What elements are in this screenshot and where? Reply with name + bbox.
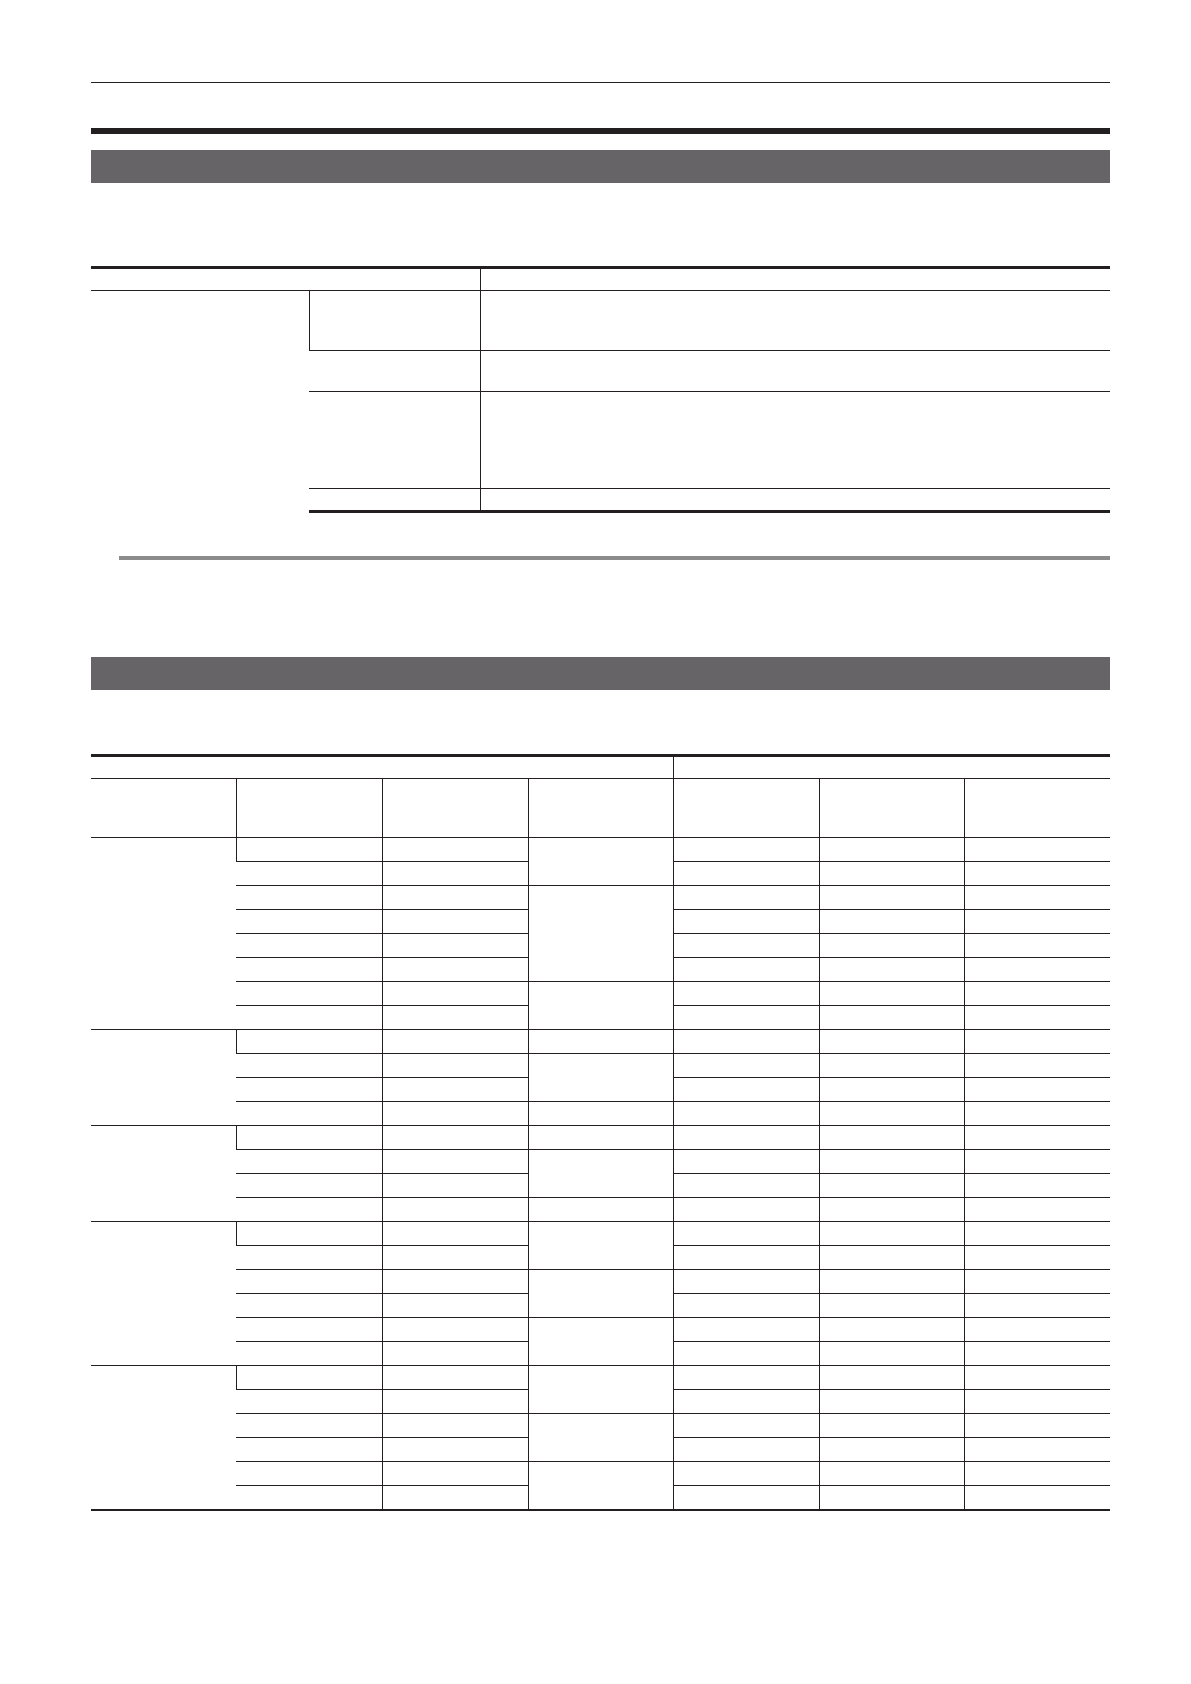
table-cell [673,1150,819,1174]
table-cell [236,982,382,1006]
table-cell [819,1054,964,1078]
table-row [91,1102,1110,1126]
table-cell [382,1366,528,1390]
table-cell [673,1414,819,1438]
table-cell [382,1198,528,1222]
format-table [91,754,1110,1511]
table-cell [528,1462,673,1511]
table-cell [528,982,673,1030]
table-cell [819,1270,964,1294]
table-row [91,1126,1110,1150]
table-cell [819,1462,964,1486]
format-table-column-header [528,779,673,838]
format-table-group-label [91,1222,236,1366]
table-cell [528,1270,673,1318]
settings-table-description [480,351,1110,392]
table-cell [819,934,964,958]
table-cell [819,1078,964,1102]
settings-table-header [91,268,1110,291]
table-cell [964,1486,1110,1511]
format-table-column-header [819,779,964,838]
table-cell [673,982,819,1006]
table-cell [382,1342,528,1366]
table-cell [236,934,382,958]
table-cell [236,1294,382,1318]
table-cell [964,1342,1110,1366]
table-cell [673,1030,819,1054]
table-row [91,1366,1110,1390]
table-cell [819,1366,964,1390]
table-cell [673,1390,819,1414]
table-cell [528,1054,673,1102]
table-cell [236,1126,382,1150]
table-cell [236,886,382,910]
table-cell [964,1294,1110,1318]
table-cell [382,1246,528,1270]
table-cell [819,1198,964,1222]
table-cell [528,1102,673,1126]
table-cell [528,1150,673,1198]
format-table-group-label [91,1126,236,1222]
settings-table-header-item [91,268,480,291]
table-cell [964,1006,1110,1030]
table-cell [673,886,819,910]
format-table-group-label [91,1030,236,1126]
table-cell [382,1318,528,1342]
format-table-group-header-row [91,756,1110,779]
table-cell [382,1030,528,1054]
table-cell [964,1462,1110,1486]
table-cell [528,886,673,982]
table-cell [819,910,964,934]
table-cell [673,1438,819,1462]
table-cell [382,958,528,982]
table-cell [964,958,1110,982]
table-cell [964,1318,1110,1342]
title-rule [91,128,1110,134]
table-cell [819,886,964,910]
table-row [91,1030,1110,1054]
format-table-group-label [91,1366,236,1511]
table-cell [673,862,819,886]
table-cell [528,1222,673,1270]
table-cell [528,1318,673,1366]
format-table-column-header-row [91,779,1110,838]
table-cell [236,1102,382,1126]
format-table-column-header [673,779,819,838]
table-cell [382,1174,528,1198]
table-cell [819,1006,964,1030]
table-cell [819,1030,964,1054]
table-cell [673,1174,819,1198]
table-cell [382,1390,528,1414]
format-table-group-label [91,838,236,1030]
table-cell [528,1030,673,1054]
table-cell [382,838,528,862]
table-cell [819,1174,964,1198]
table-cell [819,1126,964,1150]
table-cell [382,1150,528,1174]
table-cell [236,1222,382,1246]
table-cell [382,862,528,886]
table-cell [528,838,673,886]
table-row [91,886,1110,910]
table-cell [964,886,1110,910]
table-cell [382,910,528,934]
table-cell [673,1102,819,1126]
table-cell [236,1030,382,1054]
table-cell [964,1126,1110,1150]
table-row [91,838,1110,862]
table-cell [673,1054,819,1078]
table-cell [819,1150,964,1174]
table-row [91,1198,1110,1222]
table-cell [819,982,964,1006]
table-cell [673,1006,819,1030]
table-cell [382,982,528,1006]
section1-heading-bar [91,150,1110,183]
table-cell [964,1078,1110,1102]
table-cell [673,958,819,982]
table-cell [673,1198,819,1222]
table-cell [236,1246,382,1270]
table-cell [819,862,964,886]
table-cell [964,1390,1110,1414]
table-cell [236,862,382,886]
table-cell [236,1462,382,1486]
section2-heading-bar [91,657,1110,690]
table-cell [382,1102,528,1126]
table-cell [382,934,528,958]
table-cell [673,1366,819,1390]
table-cell [528,1414,673,1462]
table-cell [236,1006,382,1030]
table-cell [382,1462,528,1486]
table-cell [382,1294,528,1318]
table-cell [819,1222,964,1246]
table-cell [964,1246,1110,1270]
table-cell [382,1414,528,1438]
table-cell [964,862,1110,886]
table-cell [819,838,964,862]
table-cell [819,1438,964,1462]
table-cell [964,838,1110,862]
table-cell [382,886,528,910]
settings-table-row [91,291,1110,351]
settings-table-item [309,351,480,392]
table-cell [673,1462,819,1486]
table-cell [964,1174,1110,1198]
table-cell [964,934,1110,958]
table-cell [382,1126,528,1150]
table-cell [819,1342,964,1366]
table-cell [528,1126,673,1150]
table-cell [673,934,819,958]
settings-table-header-description [480,268,1110,291]
table-cell [819,1318,964,1342]
table-cell [673,838,819,862]
table-cell [673,1246,819,1270]
format-table-column-header [91,779,236,838]
note-rule [119,556,1110,560]
table-cell [236,1390,382,1414]
table-cell [819,958,964,982]
table-cell [819,1246,964,1270]
table-cell [673,1318,819,1342]
table-row [91,1222,1110,1246]
top-rule [91,82,1110,83]
table-cell [819,1390,964,1414]
table-cell [964,1414,1110,1438]
table-cell [673,1486,819,1511]
table-cell [382,1078,528,1102]
table-cell [382,1006,528,1030]
table-cell [673,1078,819,1102]
table-cell [964,910,1110,934]
settings-table [91,266,1110,513]
table-cell [236,1174,382,1198]
table-cell [382,1270,528,1294]
table-row [91,1150,1110,1174]
table-cell [673,1342,819,1366]
table-cell [673,1222,819,1246]
table-cell [673,1270,819,1294]
settings-table-description [480,291,1110,351]
table-cell [236,1198,382,1222]
settings-table-group-label [91,291,309,512]
table-cell [382,1486,528,1511]
settings-table-item [309,392,480,489]
table-cell [236,1438,382,1462]
settings-table-description [480,392,1110,489]
table-row [91,982,1110,1006]
settings-table-description [480,489,1110,512]
table-cell [528,1198,673,1222]
table-cell [236,1366,382,1390]
table-cell [236,910,382,934]
table-cell [964,1150,1110,1174]
table-row [91,1270,1110,1294]
format-table-column-header [382,779,528,838]
table-cell [236,958,382,982]
table-row [91,1414,1110,1438]
format-table-column-header [236,779,382,838]
table-cell [382,1222,528,1246]
table-cell [382,1054,528,1078]
table-cell [382,1438,528,1462]
table-cell [528,1366,673,1414]
table-cell [236,1270,382,1294]
table-cell [236,1054,382,1078]
table-cell [819,1486,964,1511]
table-cell [819,1102,964,1126]
table-cell [673,1126,819,1150]
table-cell [236,1150,382,1174]
table-cell [964,1198,1110,1222]
table-cell [964,1054,1110,1078]
table-cell [236,1414,382,1438]
table-row [91,1462,1110,1486]
format-table-column-header [964,779,1110,838]
table-cell [964,1222,1110,1246]
format-table-group-header [673,756,1110,779]
table-cell [819,1414,964,1438]
table-cell [964,1270,1110,1294]
table-cell [236,1486,382,1511]
format-table-group-header [91,756,673,779]
table-cell [673,910,819,934]
settings-table-item [309,489,480,512]
table-cell [236,838,382,862]
table-cell [964,1102,1110,1126]
settings-table-item [309,291,480,351]
table-cell [236,1078,382,1102]
table-row [91,1054,1110,1078]
table-cell [964,1366,1110,1390]
table-cell [964,1438,1110,1462]
table-cell [236,1342,382,1366]
table-cell [964,982,1110,1006]
table-cell [673,1294,819,1318]
table-cell [819,1294,964,1318]
table-cell [964,1030,1110,1054]
table-cell [236,1318,382,1342]
table-row [91,1318,1110,1342]
